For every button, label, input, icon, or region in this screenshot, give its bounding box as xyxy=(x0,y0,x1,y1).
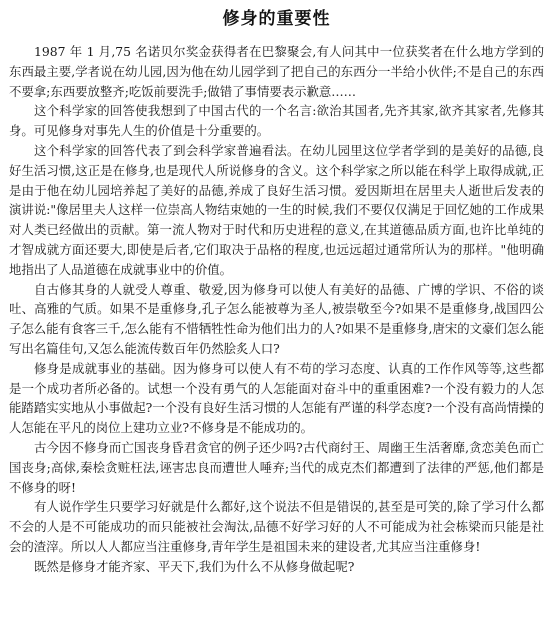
document-title: 修身的重要性 xyxy=(222,9,331,29)
paragraph-3: 这个科学家的回答代表了到会科学家普遍看法。在幼儿园里这位学者学到的是美好的品德,良好生活习惯,这正是在修身,也是现代人所说修身的含义。这个科学家之所以能在科学上取得成就,正是由于他在幼儿园培养起了美好的品德,养成了良好生活习惯。爱因斯坦在居里夫人逝世后发表的演讲说:"像居里夫人这样一位崇高人物结束她的一生的时候,我们不要仅仅满足于回忆她的工作成果对人类已经做出的贡献。第一流人物对于时代和历史进程的意义,在其道德品质方面,也许比单纯的才智成就方面还要大,即使是后者,它们取决于品格的程度,也远远超过通常所认为的那样。"他明确地指出了人品道德在成就事业中的价值。 xyxy=(9,142,544,277)
paragraph-1: 1987 年 1 月,75 名诺贝尔奖金获得者在巴黎聚会,有人问其中一位获奖者在什么地方学到的东西最主要,学者说在幼儿园,因为他在幼儿园学到了把自己的东西分一半给小伙伴;不是自己的东西不要拿;东西要放整齐;吃饭前要洗手;做错了事情要表示歉意…… xyxy=(9,44,544,99)
paragraph-4: 自古修其身的人就受人尊重、敬爱,因为修身可以使人有美好的品德、广博的学识、不俗的谈吐、高雅的气质。如果不是重修身,孔子怎么能被尊为圣人,被崇敬至今?如果不是重修身,战国四公子怎么能有食客三千,怎么能有不惜牺牲性命为他们出力的人?如果不是重修身,唐宋的文豪们怎么能写出名篇佳句,又怎么能流传数百年仍然脍炙人口? xyxy=(9,281,544,356)
paragraph-2: 这个科学家的回答使我想到了中国古代的一个名言:欲治其国者,先齐其家,欲齐其家者,先修其身。可见修身对事先人生的价值是十分重要的。 xyxy=(9,103,544,139)
paragraph-8: 既然是修身才能齐家、平天下,我们为什么不从修身做起呢? xyxy=(34,558,355,574)
paragraph-6: 古今因不修身而亡国丧身昏君贪官的例子还少吗?古代商纣王、周幽王生活奢靡,贪恋美色而亡国丧身;高俅,秦桧贪赃枉法,诬害忠良而遭世人唾弃;当代的成克杰们都遭到了法律的严惩,他们都是不修身的呀! xyxy=(9,439,544,495)
paragraph-5: 修身是成就事业的基础。因为修身可以使人有不苟的学习态度、认真的工作作风等等,这些都是一个成功者所必备的。试想一个没有勇气的人怎能面对奋斗中的重重困难?一个没有毅力的人怎能踏踏实实地从小事做起?一个没有良好生活习惯的人怎能有严谨的科学态度?一个没有高尚情操的人怎能在平凡的岗位上建功立业?不修身是不能成功的。 xyxy=(9,360,544,436)
paragraph-7: 有人说作学生只要学习好就是什么都好,这个说法不但是错误的,甚至是可笑的,除了学习什么都不会的人是不可能成功的而只能被社会淘汰,品德不好学习好的人不可能成为社会栋梁而只能是社会的渣滓。所以人人都应当注重修身,青年学生是祖国未来的建设者,尤其应当注重修身! xyxy=(9,499,544,554)
document-body xyxy=(9,42,544,577)
